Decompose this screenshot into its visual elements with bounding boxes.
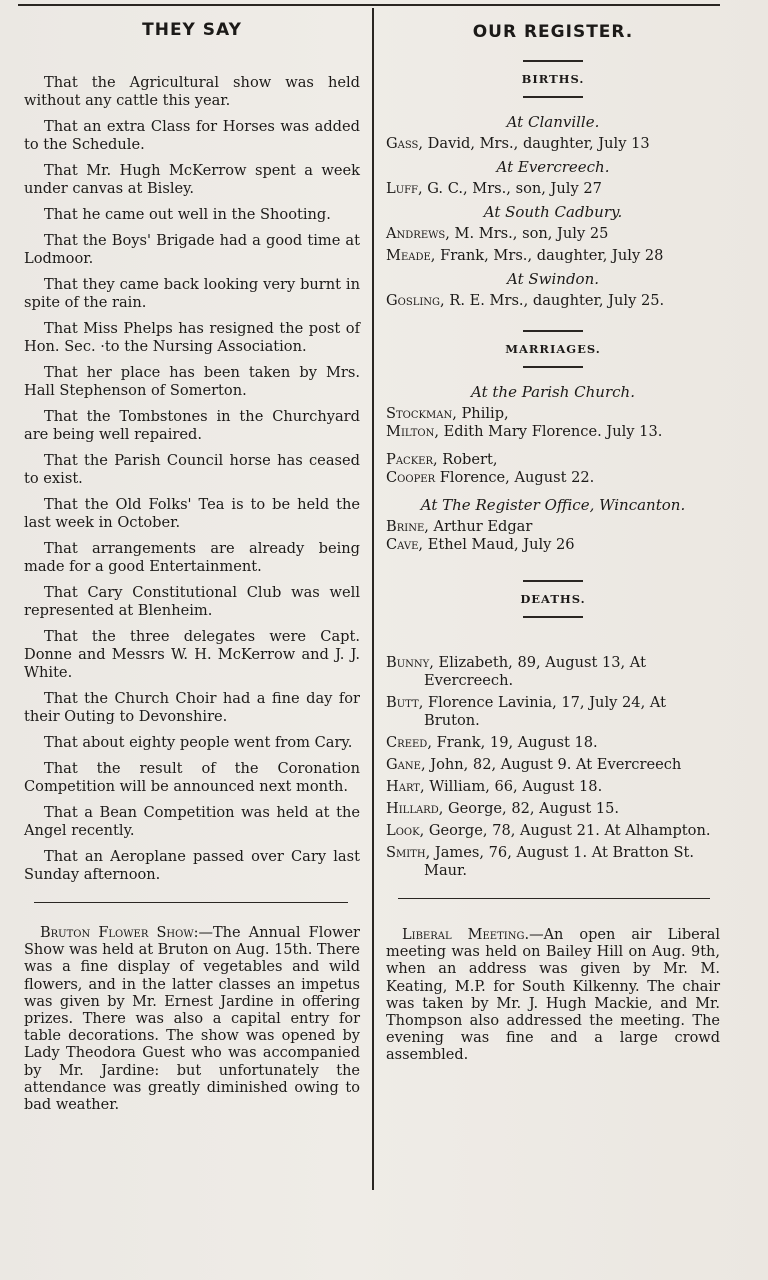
- birth-entry: [386, 225, 720, 243]
- entry-detail: , Florence Lavinia, 17, July 24, At Bruton.: [418, 694, 666, 729]
- surname: Cooper: [386, 469, 436, 486]
- surname: Creed: [386, 734, 428, 751]
- surname: Stockman: [386, 405, 453, 422]
- they-say-column: [24, 0, 360, 1114]
- death-entry: [386, 694, 720, 730]
- bruton-flower-show-text: —The Annual Flower Show was held at Bruton on Aug. 15th. There was a fine display of vegetables and wild flowers, and in the latter classes an impetus was given by Mr. Ernest Jardine in offering prizes. There was also a capital entry for table decorations. The show was opened by Lady Theodora Guest who was accompanied by Mr. Jardine: but unfortunately the attendance was greatly diminished owing to bad weather.: [24, 925, 361, 1114]
- marriage-entry: [386, 423, 720, 441]
- surname: Gass: [386, 135, 419, 152]
- births-heading: BIRTHS.: [521, 72, 585, 86]
- entry-detail: , Arthur Edgar: [424, 518, 533, 535]
- they-say-item: That an Aeroplane passed over Cary last Sunday afternoon.: [24, 848, 360, 883]
- surname: Gosling: [386, 292, 441, 309]
- marriage-place: At The Register Office, Wincanton.: [420, 496, 686, 514]
- surname: Milton: [386, 423, 435, 440]
- surname: Luff: [386, 180, 418, 197]
- they-say-item: That the three delegates were Capt. Donne and Messrs W. H. McKerrow and J. J. White.: [24, 628, 360, 681]
- they-say-item: That the Old Folks' Tea is to be held the last week in October.: [24, 496, 360, 531]
- section-rule: [398, 898, 710, 899]
- surname: Brine: [386, 518, 425, 535]
- entry-detail: , Elizabeth, 89, August 13, At Evercreech.: [424, 654, 646, 689]
- they-say-item: That the Tombstones in the Churchyard are being well repaired.: [24, 408, 360, 443]
- they-say-item: That the result of the Coronation Competition will be announced next month.: [24, 760, 360, 795]
- column-divider: [372, 8, 374, 1190]
- liberal-meeting-article: [386, 927, 720, 1065]
- marriages-heading: MARRIAGES.: [505, 342, 601, 356]
- death-entry: [386, 800, 720, 818]
- entry-detail: , Frank, 19, August 18.: [427, 734, 598, 751]
- entry-detail: , James, 76, August 1. At Bratton St. Maur.: [424, 844, 694, 879]
- liberal-meeting-title: Liberal Meeting.: [402, 927, 530, 943]
- death-entry: [386, 822, 720, 840]
- entry-detail: Florence, August 22.: [435, 469, 595, 486]
- they-say-item: That the Agricultural show was held without any cattle this year.: [24, 74, 360, 109]
- short-rule: [523, 330, 583, 332]
- they-say-item: That an extra Class for Horses was added to the Schedule.: [24, 118, 360, 153]
- entry-detail: , George, 78, August 21. At Alhampton.: [419, 822, 711, 839]
- marriage-place: At the Parish Church.: [471, 383, 635, 401]
- deaths-heading: DEATHS.: [520, 592, 586, 606]
- marriage-entry: [386, 451, 720, 469]
- our-register-column: [386, 0, 720, 1065]
- birth-place: At Clanville.: [506, 113, 600, 131]
- surname: Hillard: [386, 800, 439, 817]
- birth-entry: [386, 247, 720, 265]
- they-say-item: That the Boys' Brigade had a good time at Lodmoor.: [24, 232, 360, 267]
- surname: Gane: [386, 756, 421, 773]
- marriage-entry: [386, 536, 720, 554]
- they-say-item: That a Bean Competition was held at the Angel recently.: [24, 804, 360, 839]
- birth-place: At Swindon.: [507, 270, 599, 288]
- entry-detail: , Frank, Mrs., daughter, July 28: [430, 247, 664, 264]
- short-rule: [523, 366, 583, 368]
- death-entry: [386, 734, 720, 752]
- bruton-flower-show-title: Bruton Flower Show:: [40, 925, 199, 941]
- they-say-item: That they came back looking very burnt in spite of the rain.: [24, 276, 360, 311]
- they-say-item: That about eighty people went from Cary.: [44, 734, 353, 751]
- entry-detail: , William, 66, August 18.: [419, 778, 603, 795]
- birth-entry: [386, 292, 720, 310]
- surname: Look: [386, 822, 420, 839]
- they-say-item: That her place has been taken by Mrs. Hall Stephenson of Somerton.: [24, 364, 360, 399]
- death-entry: [386, 654, 720, 690]
- they-say-item: That the Church Choir had a fine day for their Outing to Devonshire.: [24, 690, 360, 725]
- they-say-item: That Miss Phelps has resigned the post of Hon. Sec. ·to the Nursing Association.: [24, 320, 360, 355]
- death-entry: [386, 844, 720, 880]
- short-rule: [523, 96, 583, 98]
- they-say-item: That arrangements are already being made for a good Entertainment.: [24, 540, 360, 575]
- entry-detail: , Robert,: [433, 451, 498, 468]
- entry-detail: , Edith Mary Florence. July 13.: [434, 423, 663, 440]
- entry-detail: , John, 82, August 9. At Evercreech: [420, 756, 682, 773]
- they-say-item: That he came out well in the Shooting.: [44, 206, 331, 223]
- they-say-list: [24, 74, 360, 884]
- surname: Bunny: [386, 654, 430, 671]
- our-register-heading: OUR REGISTER.: [472, 22, 634, 42]
- they-say-item: That Cary Constitutional Club was well represented at Blenheim.: [24, 584, 360, 619]
- entry-detail: , R. E. Mrs., daughter, July 25.: [440, 292, 665, 309]
- entry-detail: , M. Mrs., son, July 25: [445, 225, 609, 242]
- entry-detail: , David, Mrs., daughter, July 13: [418, 135, 650, 152]
- birth-entry: [386, 180, 720, 198]
- they-say-heading: THEY SAY: [142, 20, 242, 40]
- surname: Andrews: [386, 225, 446, 242]
- birth-entry: [386, 135, 720, 153]
- marriage-entry: [386, 518, 720, 536]
- surname: Butt: [386, 694, 419, 711]
- entry-detail: , Ethel Maud, July 26: [418, 536, 575, 553]
- birth-place: At Evercreech.: [496, 158, 610, 176]
- surname: Meade: [386, 247, 431, 264]
- bruton-flower-show-article: [24, 925, 360, 1114]
- short-rule: [523, 60, 583, 62]
- surname: Packer: [386, 451, 433, 468]
- surname: Smith: [386, 844, 426, 861]
- death-entry: [386, 778, 720, 796]
- liberal-meeting-text: —An open air Liberal meeting was held on Bailey Hill on Aug. 9th, when an address was given by Mr. M. Keating, M.P. for South Kilkenny. The chair was taken by Mr. J. Hugh Mackie, and Mr. Thompson also addressed the meeting. The evening was fine and a large crowd assembled.: [386, 927, 720, 1064]
- entry-detail: , Philip,: [452, 405, 509, 422]
- they-say-item: That the Parish Council horse has ceased to exist.: [24, 452, 360, 487]
- entry-detail: , G. C., Mrs., son, July 27: [418, 180, 602, 197]
- surname: Cave: [386, 536, 419, 553]
- marriage-entry: [386, 405, 720, 423]
- marriage-entry: [386, 469, 720, 487]
- they-say-item: That Mr. Hugh McKerrow spent a week under canvas at Bisley.: [24, 162, 360, 197]
- birth-place: At South Cadbury.: [483, 203, 623, 221]
- short-rule: [523, 580, 583, 582]
- entry-detail: , George, 82, August 15.: [438, 800, 620, 817]
- death-entry: [386, 756, 720, 774]
- surname: Hart: [386, 778, 420, 795]
